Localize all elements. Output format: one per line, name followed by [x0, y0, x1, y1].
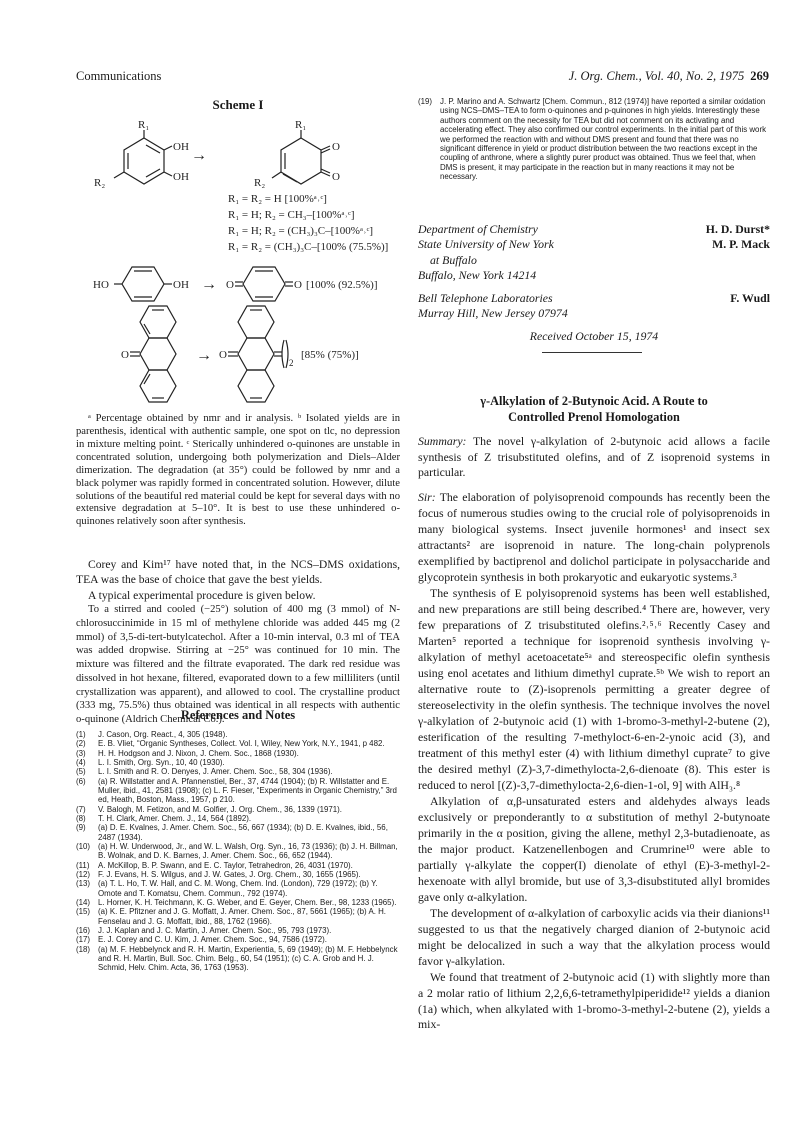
quinone-r1: R₁ [295, 119, 307, 131]
body-paragraph-4: The development of α-alkylation of carboxylic acids via their dianions¹¹ suggested to us that the negatively charged dianion of 2-butynoic acid might be delocalized in such a way that the alkylation process would favor γ-alkylation. [418, 905, 770, 968]
article-title [418, 394, 770, 426]
footnote-text: ᵃ Percentage obtained by nmr and ir analysis. ᵇ Isolated yields are in parenthesis, identical with authentic sample, one spot on tlc, no depression in mixture melting point. ᶜ Sterically unhindered o-quinones are unstable in concentrated solution, undergoing both polymerization and Diels–Alder dimerization. The degradation (at 35°) could be followed by nmr and a black polymer was rapidly formed in concentrated solution. However, dilute solutions of the beautiful red material could be kept for several days with no extensive degradation at 5–10°. It is best to use these unhindered o-quinones relatively soon after synthesis. [76, 413, 400, 528]
reference-item: (3) H. H. Hodgson and J. Nixon, J. Chem. Soc., 1868 (1930). [76, 748, 299, 758]
running-head-section: Communications [76, 69, 162, 83]
reference-item: (9) (a) D. E. Kvalnes, J. Amer. Chem. Soc., 56, 667 (1934); (b) D. E. Kvalnes, ibid., 56, 2487 (1934). [76, 823, 388, 842]
affiliation-line: Murray Hill, New Jersey 07974 [418, 306, 568, 321]
affiliation-buffalo [418, 222, 770, 283]
reference-19-number: (19) [418, 97, 433, 106]
divider-rule [542, 352, 642, 353]
condition-line-2: R₁ = H; R₂ = CH₃–[100%ᵃ˒ᶜ] [228, 209, 355, 221]
dimer-subscript: 2 [289, 358, 294, 368]
body-paragraph-1: The elaboration of polyisoprenoid compounds has recently been the focus of numerous studies owing to the crucial role of polyisoprenoids in many biological systems. Insect juvenile hormones¹ and insect sex attractants² are isoprenoid in nature. The long-chain polyprenols exemplified by bactiprenol and dolichol participate in polysaccharide and glycoprotein synthesis in both prokaryotic and eukaryotic systems.³ [418, 490, 770, 584]
condition-line-3: R₁ = H; R₂ = (CH₃)₃C–[100%ᵃ˒ᶜ] [228, 225, 374, 237]
reference-item: (14) L. Horner, K. H. Teichmann, K. G. Weber, and E. Geyer, Chem. Ber., 98, 1233 (1965). [76, 897, 397, 907]
page-number: 269 [750, 69, 769, 83]
reference-item: (15) (a) K. E. Pfitzner and J. G. Moffatt, J. Amer. Chem. Soc., 87, 5661 (1965); (b) A. H. Fenselau and J. G. Moffatt, ibid., 88, 1762 (1966). [76, 907, 386, 926]
reference-19-text: J. P. Marino and A. Schwartz [Chem. Commun., 812 (1974)] have reported a similar oxidation using NCS–DMS–TEA to form o-quinones and p-quinones in high yields. Interestingly these authors comment on the necessity for TEA but did not comment on its activating and accelerating effect. They also confirmed our control experiments. In the initial part of this work we performed the reaction with and without DMS present and found that there was no significant difference in yield or product distribution between the two reactions except in the coupling of anthrone, where a slightly purer product was obtained. Thus we feel that, when DMS is present, it may participate in the reaction but in many reactions it may not be necessary. [440, 97, 767, 182]
left-body [76, 557, 400, 603]
reaction-arrow-2: → [201, 276, 217, 293]
affiliation-line: Bell Telephone Laboratories [418, 291, 553, 305]
p-quinone-o-left: O [226, 279, 234, 291]
p-quinone-structure [235, 267, 293, 301]
left-paragraph-1: Corey and Kim¹⁷ have noted that, in the NCS–DMS oxidations, TEA was the base of choice that gave the best yields. [76, 558, 400, 587]
running-head-journal [569, 69, 769, 84]
reference-19 [418, 97, 770, 182]
catechol-oh-bottom: OH [173, 171, 189, 183]
author-name: F. Wudl [730, 291, 770, 305]
sir-label: Sir: [418, 490, 436, 504]
scheme-figure [76, 114, 400, 404]
anthrone-yield: [85% (75%)] [301, 349, 359, 361]
experimental-paragraph: To a stirred and cooled (−25°) solution of 400 mg (3 mmol) of N-chlorosuccinimide in 15 ml of methylene chloride was added 445 mg (2 mmol) of 3,5-di-tert-butylcatechol. After a 10-min interval, 0.3 ml of TEA was added dropwise. Stirring at −25° was continued for 10 min. The mixture was filtered and the filtrate evaporated. The dark red residue was dissolved in hot hexane, filtered, evaporated down to a few milliliters (until crystallization was apparent), and allowed to cool. The crystalline product (333 mg, 75.5%) thus obtained was identical in all respects with authentic o-quinone (Aldrich Chemical Co.). [76, 604, 400, 726]
bianthrone-structure [228, 306, 288, 402]
quinone-o-bottom: O [332, 171, 340, 183]
scheme-footnote [76, 413, 400, 529]
article-summary [418, 434, 770, 481]
reference-item: (7) V. Balogh, M. Fetizon, and M. Golfier, J. Org. Chem., 36, 1339 (1971). [76, 804, 342, 814]
affiliation-line: Department of Chemistry [418, 222, 538, 236]
references-title: References and Notes [180, 708, 296, 722]
reference-item: (17) E. J. Corey and C. U. Kim, J. Amer. Chem. Soc., 94, 7586 (1972). [76, 935, 327, 945]
affiliation-line: State University of New York [418, 237, 554, 252]
affiliation-line: at Buffalo [430, 252, 477, 267]
references-list [76, 730, 400, 973]
catechol-oh-top: OH [173, 141, 189, 153]
article-title-line-2: Controlled Prenol Homologation [508, 409, 680, 424]
reference-item: (12) F. J. Evans, H. S. Wilgus, and J. W. Gates, J. Org. Chem., 30, 1655 (1965). [76, 869, 361, 879]
reference-item: (11) A. McKillop, B. P. Swann, and E. C. Taylor, Tetrahedron, 26, 4031 (1970). [76, 860, 353, 870]
received-date: Received October 15, 1974 [529, 329, 659, 343]
reference-item: (6) (a) R. Willstatter and A. Pfannenstiel, Ber., 37, 4744 (1904); (b) R. Willstatter and E. Muller, ibid., 41, 2581 (1908); (c) L. F. Fieser, “Experiments in Organic Chemistry,” 3rd ed, Heath, Boston, Mass., 1957, p 210. [76, 776, 397, 805]
catechol-r2: R₂ [94, 177, 106, 189]
affiliation-bell-labs [418, 291, 770, 322]
reaction-arrow-3: → [196, 347, 212, 364]
article-title-line-1: γ-Alkylation of 2-Butynoic Acid. A Route to [480, 394, 708, 408]
hydroquinone-ho: HO [93, 279, 109, 291]
body-paragraph-3: Alkylation of α,β-unsaturated esters and aldehydes always leads exclusively or preponderantly to α substitution of methyl 2-butynoate primarily in the α position, giving the allene, methyl 2,3-butadienoate, as the major product. Katzenellenbogen and Crumrine¹⁰ were able to partially γ-alkylate the copper(I) dienolate of ethyl (E)-3-methyl-2-hexenoate with allyl bromide, but use of 3,3-disubstituted allyl bromides gave only α-alkylation. [418, 793, 770, 904]
reference-item: (5) L. I. Smith and R. O. Denyes, J. Amer. Chem. Soc., 58, 304 (1936). [76, 767, 333, 777]
scheme-title: Scheme I [212, 97, 264, 112]
hydroquinone-structure [114, 267, 172, 301]
catechol-r1: R₁ [138, 119, 150, 131]
body-paragraph-5: We found that treatment of 2-butynoic acid (1) with slightly more than a 2 molar ratio of lithium 2,2,6,6-tetramethylpiperidide¹² yields a dianion (1a) which, when alkylated with 1-bromo-3-methyl-2-butene (2), yields a mix- [418, 969, 770, 1032]
reference-item: (4) L. I. Smith, Org. Syn., 10, 40 (1930). [76, 757, 225, 767]
p-quinone-o-right: O [294, 279, 302, 291]
article-body [418, 490, 770, 1033]
reference-item: (13) (a) T. L. Ho, T. W. Hall, and C. M. Wong, Chem. Ind. (London), 729 (1972); (b) Y. Omote and T. Komatsu, Chem. Commun., 792 (1974). [76, 879, 378, 898]
reference-item: (1) J. Cason, Org. React., 4, 305 (1948). [76, 730, 228, 739]
o-quinone-structure [272, 130, 330, 184]
hydroquinone-oh: OH [173, 279, 189, 291]
anthrone-o: O [121, 349, 129, 361]
quinone-r2: R₂ [254, 177, 266, 189]
author-name: H. D. Durst* [705, 222, 770, 236]
reference-item: (2) E. B. Vliet, “Organic Syntheses, Collect. Vol. I, Wiley, New York, N.Y., 1941, p 482. [76, 739, 385, 749]
summary-text: The novel γ-alkylation of 2-butynoic acid allows a facile synthesis of Z trisubstituted olefins, and of Z isoprenoid systems in particular. [418, 434, 770, 480]
condition-line-1: R₁ = R₂ = H [100%ᵃ˒ᶜ] [228, 193, 327, 205]
summary-label: Summary: [418, 434, 467, 448]
quinone-o-top: O [332, 141, 340, 153]
hydroquinone-yield: [100% (92.5%)] [306, 279, 378, 291]
condition-line-4: R₁ = R₂ = (CH₃)₃C–[100% (75.5%)] [228, 241, 389, 253]
anthrone-structure [130, 306, 176, 402]
reference-item: (18) (a) M. F. Hebbelynck and R. H. Martin, Experientia, 5, 69 (1949); (b) M. F. Hebbelynck and R. H. Martin, Bull. Soc. Chim. Belg., 60, 54 (1951); (c) C. A. Grob and H. J. Schmid, Helv. Chim. Acta, 36, 1763 (1953). [76, 944, 398, 973]
affiliation-line: Buffalo, New York 14214 [418, 267, 537, 282]
reaction-arrow-1: → [191, 147, 207, 164]
reference-item: (10) (a) H. W. Underwood, Jr., and W. L. Walsh, Org. Syn., 16, 73 (1936); (b) J. H. Billman, B. Wolnak, and D. K. Barnes, J. Amer. Chem. Soc., 66, 652 (1944). [76, 841, 398, 861]
journal-citation: J. Org. Chem., Vol. 40, No. 2, 1975 [568, 69, 745, 83]
bianthrone-o: O [219, 349, 227, 361]
author-name: M. P. Mack [712, 237, 770, 252]
body-paragraph-2: The synthesis of E polyisoprenoid systems has been well established, and new preparations are still being described.⁴ There are, however, very few preparations of Z trisubstituted olefins.²˒⁵˒⁶ Recently Casey and Marten⁵ reported a technique for isoprenoid synthesis involving γ-alkylation of methyl acetoacetate⁵ᵃ and stereospecific olefin synthesis using enol acetates and lithium dimethyl cuprate.⁵ᵇ We wish to report an alternative route to (Z)-isoprenols permitting a greater degree of stereoselectivity in the olefin synthesis. The technique involves the novel γ-alkylation of 2-butynoic acid (1) with 1-bromo-3-methyl-2-butene (2), esterification of the resulting 7-methyloct-6-en-2-ynoic acid (3), and treatment of this methyl ester (4) with lithium dimethyl cuprate⁷ to give the desired methyl (Z)-3,7-dimethylocta-2,6-dienoate (8). This ester is reduced to nerol [(Z)-3,7-dimethylocta-2,6-dien-1-ol, 9] with AlH₃.⁸ [418, 585, 770, 792]
reference-item: (8) T. H. Clark, Amer. Chem. J., 14, 564 (1892). [76, 813, 252, 823]
catechol-structure [114, 130, 172, 184]
reference-item: (16) J. J. Kaplan and J. C. Martin, J. Amer. Chem. Soc., 95, 793 (1973). [76, 925, 332, 935]
left-paragraph-2: A typical experimental procedure is given below. [88, 588, 316, 602]
